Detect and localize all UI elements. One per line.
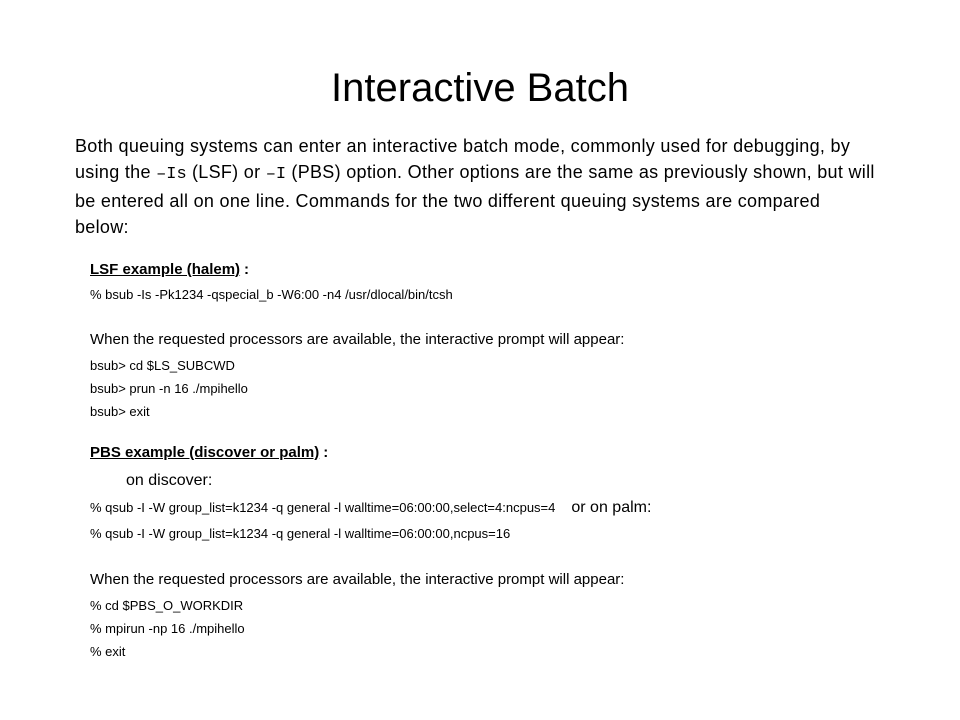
lsf-prompt-line: bsub> cd $LS_SUBCWD: [90, 358, 235, 373]
intro-text-1: Both queuing systems can enter an interactive batch mode, commonly used for debugging, by using the: [75, 136, 851, 182]
intro-text-2: (LSF) or: [186, 162, 266, 182]
pbs-heading-line: [90, 444, 328, 462]
intro-paragraph: [75, 133, 875, 240]
pbs-command-discover: % qsub -I -W group_list=k1234 -q general -l walltime=06:00:00,select=4:ncpus=4: [90, 500, 556, 515]
pbs-command-palm: % qsub -I -W group_list=k1234 -q general -l walltime=06:00:00,ncpus=16: [90, 526, 511, 541]
pbs-heading-colon: :: [323, 444, 329, 461]
pbs-prompt-line: % mpirun -np 16 ./mpihello: [90, 621, 245, 636]
intro-text-3: (PBS) option. Other options are the same as previously shown, but will be entered all on one line. Commands for the two different queuing systems are compared below:: [75, 162, 875, 237]
lsf-prompt-line: bsub> prun -n 16 ./mpihello: [90, 381, 248, 396]
lsf-heading: LSF example (halem): [90, 261, 241, 278]
lsf-heading-line: [90, 261, 249, 279]
pbs-note: When the requested processors are available, the interactive prompt will appear:: [90, 571, 625, 588]
pbs-or-on-palm: or on palm:: [571, 499, 652, 516]
lsf-command: % bsub -Is -Pk1234 -qspecial_b -W6:00 -n4 /usr/dlocal/bin/tcsh: [90, 287, 453, 302]
pbs-on-discover: on discover:: [126, 472, 213, 489]
lsf-option: –Is: [156, 165, 187, 184]
lsf-heading-colon: :: [244, 261, 250, 278]
lsf-note: When the requested processors are available, the interactive prompt will appear:: [90, 331, 625, 348]
lsf-prompt-line: bsub> exit: [90, 404, 150, 419]
pbs-prompt-line: % cd $PBS_O_WORKDIR: [90, 598, 244, 613]
pbs-discover-line: [90, 499, 651, 517]
pbs-prompt-line: % exit: [90, 644, 126, 659]
pbs-option: –I: [265, 165, 287, 184]
pbs-heading: PBS example (discover or palm): [90, 444, 320, 461]
slide-title: Interactive Batch: [331, 66, 629, 110]
